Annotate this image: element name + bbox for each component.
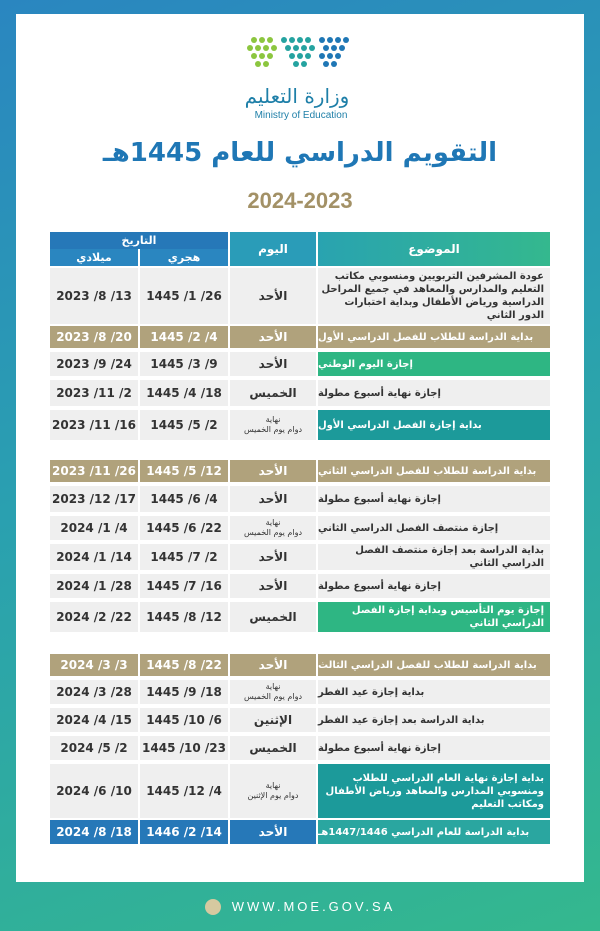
table-cell	[318, 460, 550, 482]
table-cell	[140, 380, 230, 406]
gregorian-date: 3/ 3/ 2024	[60, 658, 128, 672]
table-row	[50, 574, 550, 598]
hijri-date: 18/ 9/ 1445	[146, 685, 222, 699]
table-row	[50, 326, 550, 348]
day-note-top: نهاية	[265, 781, 281, 790]
table-cell	[50, 486, 140, 512]
hijri-date: 4/ 2/ 1445	[150, 330, 218, 344]
hijri-date: 26/ 1/ 1445	[146, 289, 222, 303]
table-cell	[230, 544, 318, 570]
table-row	[50, 268, 550, 324]
table-row	[50, 544, 550, 570]
gregorian-date: 28/ 3/ 2024	[56, 685, 132, 699]
subject-text: بداية إجازة عيد الفطر	[318, 686, 425, 698]
day-name: الأحد	[258, 550, 288, 564]
header-row	[50, 232, 550, 266]
globe-icon	[205, 899, 221, 915]
table-cell	[140, 410, 230, 440]
table-cell	[230, 326, 318, 348]
hijri-date: 16/ 7/ 1445	[146, 579, 222, 593]
table-row	[50, 486, 550, 512]
table-cell	[140, 736, 230, 760]
subject-text: بداية الدراسة بعد إجازة منتصف الفصل الدراسي الثاني	[355, 545, 544, 569]
hijri-date: 12/ 8/ 1445	[146, 610, 222, 624]
table-cell	[318, 602, 550, 632]
subject-text: بداية الدراسة للطلاب للفصل الدراسي الثالث	[318, 659, 537, 671]
table-cell	[140, 352, 230, 376]
subject-text: إجازة نهاية أسبوع مطولة	[318, 493, 441, 505]
table-cell	[230, 736, 318, 760]
hijri-date: 9/ 3/ 1445	[150, 357, 218, 371]
table-cell	[140, 680, 230, 704]
table-cell	[318, 486, 550, 512]
table-row	[50, 708, 550, 732]
day-name: الخميس	[249, 386, 297, 400]
table-cell	[50, 380, 140, 406]
subject-text: إجازة نهاية أسبوع مطولة	[318, 387, 441, 399]
table-cell	[230, 268, 318, 324]
hijri-date: 2/ 7/ 1445	[150, 550, 218, 564]
gregorian-date: 17/ 12/ 2023	[52, 492, 136, 506]
day-name: الأحد	[258, 330, 288, 344]
table-cell	[140, 516, 230, 540]
day-note-top: نهاية	[265, 682, 281, 691]
table-row	[50, 654, 550, 676]
table-cell	[230, 516, 318, 540]
gregorian-date: 20/ 8/ 2023	[56, 330, 132, 344]
gregorian-date: 24/ 9/ 2023	[56, 357, 132, 371]
table-cell	[318, 516, 550, 540]
day-note-bottom: دوام يوم الإثنين	[247, 791, 299, 800]
table-row	[50, 764, 550, 818]
table-cell	[140, 574, 230, 598]
subject-text: إجازة يوم التأسيس وبداية إجازة الفصل الدراسي الثاني	[351, 605, 544, 629]
gregorian-date: 26/ 11/ 2023	[52, 464, 136, 478]
table-cell	[318, 574, 550, 598]
table-row	[50, 602, 550, 632]
header-date: التاريخ	[50, 232, 230, 249]
day-name: الأحد	[258, 492, 288, 506]
table-cell	[50, 820, 140, 844]
day-note-bottom: دوام يوم الخميس	[243, 425, 303, 434]
subject-text: بداية الدراسة للطلاب للفصل الدراسي الثاني	[318, 465, 537, 477]
table-cell	[230, 764, 318, 818]
table-cell	[140, 764, 230, 818]
table-cell	[318, 764, 550, 818]
table-cell	[230, 410, 318, 440]
day-name: الأحد	[258, 658, 288, 672]
table-cell	[230, 352, 318, 376]
table-cell	[140, 654, 230, 676]
table-cell	[50, 654, 140, 676]
table-row	[50, 516, 550, 540]
day-note-top: نهاية	[265, 415, 281, 424]
header-subject: الموضوع	[318, 232, 550, 266]
table-cell	[318, 326, 550, 348]
subject-text: بداية إجازة نهاية العام الدراسي للطلاب ومنسوبي المدارس والمعاهد ورياض الأطفال ومكاتب التعليم	[325, 772, 544, 810]
table-cell	[230, 708, 318, 732]
gregorian-date: 18/ 8/ 2024	[56, 825, 132, 839]
table-cell	[140, 326, 230, 348]
subject-text: بداية الدراسة للطلاب للفصل الدراسي الأول	[318, 331, 534, 343]
subject-text: بداية إجازة الفصل الدراسي الأول	[318, 419, 482, 431]
subject-text: إجازة اليوم الوطني	[318, 358, 413, 370]
hijri-date: 22/ 8/ 1445	[146, 658, 222, 672]
day-name: الخميس	[249, 610, 297, 624]
table-cell	[318, 352, 550, 376]
day-note-top: نهاية	[265, 518, 281, 527]
header-day: اليوم	[230, 232, 318, 266]
table-cell	[50, 326, 140, 348]
logo-dots-icon	[244, 30, 354, 80]
table-cell	[140, 708, 230, 732]
table-cell	[318, 736, 550, 760]
table-cell	[50, 708, 140, 732]
hijri-date: 2/ 5/ 1445	[150, 418, 218, 432]
table-row	[50, 680, 550, 704]
hijri-date: 4/ 6/ 1445	[150, 492, 218, 506]
day-name: الأحد	[258, 289, 288, 303]
footer	[0, 896, 600, 915]
table-cell	[230, 680, 318, 704]
day-name: الأحد	[258, 579, 288, 593]
table-row	[50, 460, 550, 482]
gregorian-date: 13/ 8/ 2023	[56, 289, 132, 303]
header-hijri: هجري	[140, 249, 230, 266]
table-cell	[50, 460, 140, 482]
table-cell	[230, 574, 318, 598]
hijri-date: 6/ 10/ 1445	[146, 713, 222, 727]
table-row	[50, 352, 550, 376]
gregorian-date: 28/ 1/ 2024	[56, 579, 132, 593]
table-cell	[230, 460, 318, 482]
table-cell	[50, 516, 140, 540]
table-cell	[140, 820, 230, 844]
day-name: الأحد	[258, 357, 288, 371]
day-note-bottom: دوام يوم الخميس	[243, 528, 303, 537]
table-cell	[50, 410, 140, 440]
day-name: الأحد	[258, 464, 288, 478]
table-cell	[50, 544, 140, 570]
subject-text: بداية الدراسة بعد إجازة عيد الفطر	[318, 714, 485, 726]
gregorian-date: 10/ 6/ 2024	[56, 784, 132, 798]
gregorian-date: 22/ 2/ 2024	[56, 610, 132, 624]
table-row	[50, 820, 550, 844]
table-cell	[318, 654, 550, 676]
table-cell	[318, 680, 550, 704]
table-cell	[318, 410, 550, 440]
academic-years: 2024-2023	[247, 188, 353, 213]
hijri-date: 4/ 12/ 1445	[146, 784, 222, 798]
table-cell	[318, 708, 550, 732]
logo-english-text: Ministry of Education	[254, 110, 348, 121]
page-title: التقويم الدراسي للعام 1445هـ	[102, 138, 498, 168]
table-row	[50, 736, 550, 760]
subject-text: إجازة نهاية أسبوع مطولة	[318, 742, 441, 754]
table-cell	[140, 602, 230, 632]
hijri-date: 22/ 6/ 1445	[146, 521, 222, 535]
hijri-date: 12/ 5/ 1445	[146, 464, 222, 478]
subject-text: إجازة منتصف الفصل الدراسي الثاني	[318, 522, 499, 534]
hijri-date: 18/ 4/ 1445	[146, 386, 222, 400]
table-cell	[318, 544, 550, 570]
day-note-bottom: دوام يوم الخميس	[243, 692, 303, 701]
table-cell	[50, 574, 140, 598]
table-cell	[50, 736, 140, 760]
table-cell	[140, 544, 230, 570]
hijri-date: 14/ 2/ 1446	[146, 825, 222, 839]
table-row	[50, 410, 550, 440]
table-cell	[50, 352, 140, 376]
gregorian-date: 15/ 4/ 2024	[56, 713, 132, 727]
table-cell	[140, 460, 230, 482]
table-cell	[230, 380, 318, 406]
day-name: الإثنين	[253, 713, 293, 727]
day-name: الخميس	[249, 741, 297, 755]
subject-text: بداية الدراسة للعام الدراسي 1447/1446هـ	[318, 826, 530, 838]
table-cell	[318, 268, 550, 324]
table-cell	[230, 486, 318, 512]
table-cell	[50, 602, 140, 632]
hijri-date: 23/ 10/ 1445	[142, 741, 226, 755]
table-cell	[230, 602, 318, 632]
gregorian-date: 4/ 1/ 2024	[60, 521, 128, 535]
table-cell	[50, 268, 140, 324]
table-cell	[50, 764, 140, 818]
table-cell	[318, 820, 550, 844]
table-cell	[230, 654, 318, 676]
table-row	[50, 380, 550, 406]
gregorian-date: 2/ 5/ 2024	[60, 741, 128, 755]
subject-text: إجازة نهاية أسبوع مطولة	[318, 580, 441, 592]
table-cell	[318, 380, 550, 406]
table-cell	[50, 680, 140, 704]
gregorian-date: 2/ 11/ 2023	[56, 386, 132, 400]
header-gregorian: ميلادي	[50, 249, 140, 266]
subject-text: عودة المشرفين التربويين ومنسوبي مكاتب التعليم والمدارس والمعاهد في جميع المراحل الدراسية ورياض الأطفال وبداية اختبارات الدور الثاني	[321, 271, 544, 321]
table-cell	[230, 820, 318, 844]
day-name: الأحد	[258, 825, 288, 839]
gregorian-date: 14/ 1/ 2024	[56, 550, 132, 564]
gregorian-date: 16/ 11/ 2023	[52, 418, 136, 432]
table-cell	[140, 486, 230, 512]
website-link[interactable]: WWW.MOE.GOV.SA	[231, 899, 396, 914]
ministry-logo	[238, 30, 368, 126]
logo-arabic-text: وزارة التعليم	[244, 84, 350, 108]
table-cell	[140, 268, 230, 324]
